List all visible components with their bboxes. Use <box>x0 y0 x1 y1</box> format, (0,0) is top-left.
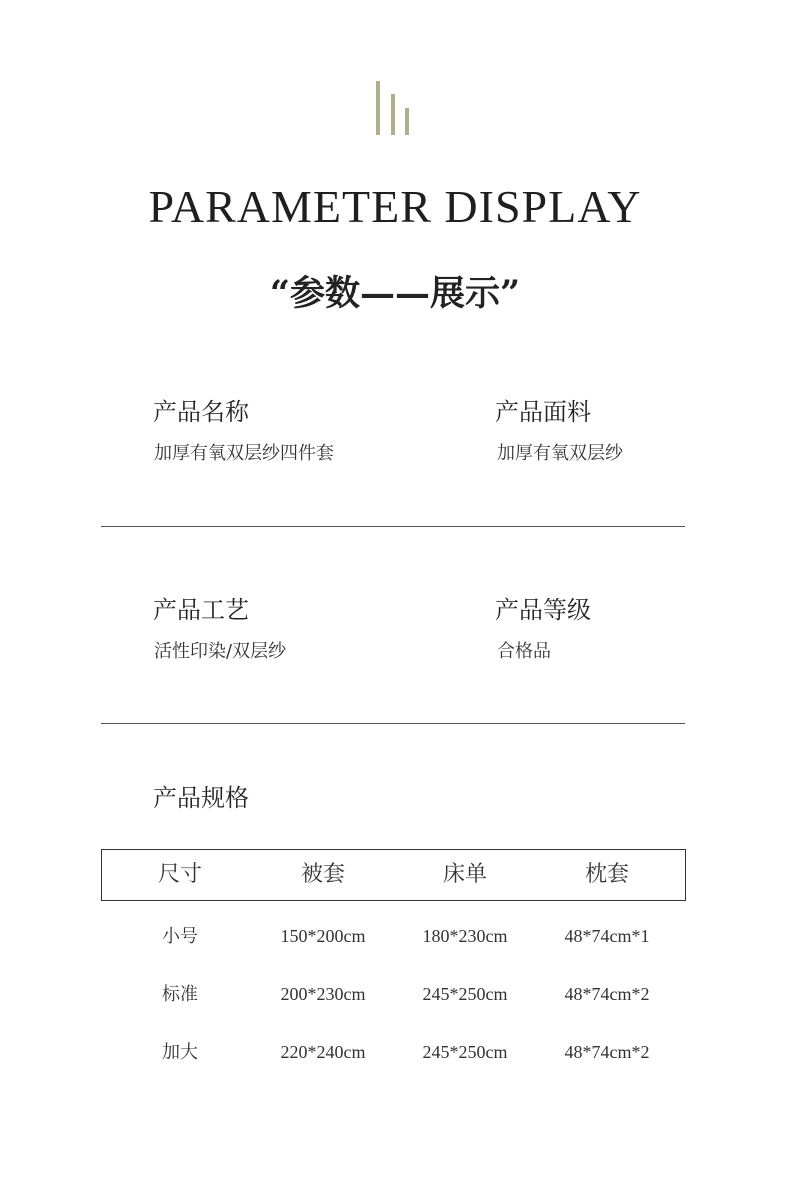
spec-table-header <box>101 849 686 901</box>
table-cell: 标准 <box>162 984 198 1004</box>
table-cell: 加大 <box>162 1042 198 1062</box>
divider <box>101 723 685 724</box>
param-label-fabric: 产品面料 <box>495 398 591 426</box>
table-cell: 150*200cm <box>280 926 366 946</box>
logo-bar <box>376 81 380 135</box>
spec-label: 产品规格 <box>153 784 249 812</box>
table-row <box>102 979 685 1009</box>
table-cell: 200*230cm <box>280 984 366 1004</box>
param-value-fabric: 加厚有氧双层纱 <box>497 443 623 464</box>
bars-logo-icon <box>376 79 416 135</box>
table-cell: 48*74cm*2 <box>564 984 650 1004</box>
logo-bar <box>391 94 395 135</box>
table-header-cell: 床单 <box>442 862 487 887</box>
param-value-name: 加厚有氧双层纱四件套 <box>154 443 334 464</box>
table-header-cell: 被套 <box>300 862 345 887</box>
param-label-name: 产品名称 <box>153 398 249 426</box>
param-value-grade: 合格品 <box>497 641 551 662</box>
param-label-grade: 产品等级 <box>495 596 591 624</box>
param-label-process: 产品工艺 <box>153 596 249 624</box>
table-cell: 小号 <box>162 926 198 946</box>
page-title-cn: “参数——展示” <box>269 273 521 314</box>
logo-bar <box>405 108 409 135</box>
table-header-cell: 枕套 <box>584 862 629 887</box>
page-title-en: PARAMETER DISPLAY <box>148 181 642 232</box>
table-cell: 220*240cm <box>280 1042 366 1062</box>
table-cell: 180*230cm <box>422 926 508 946</box>
table-row <box>102 1037 685 1067</box>
table-cell: 48*74cm*2 <box>564 1042 650 1062</box>
param-value-process: 活性印染/双层纱 <box>154 641 287 662</box>
table-cell: 245*250cm <box>422 984 508 1004</box>
divider <box>101 526 685 527</box>
table-header-cell: 尺寸 <box>157 862 202 887</box>
table-cell: 48*74cm*1 <box>564 926 650 946</box>
table-row <box>102 921 685 951</box>
table-cell: 245*250cm <box>422 1042 508 1062</box>
